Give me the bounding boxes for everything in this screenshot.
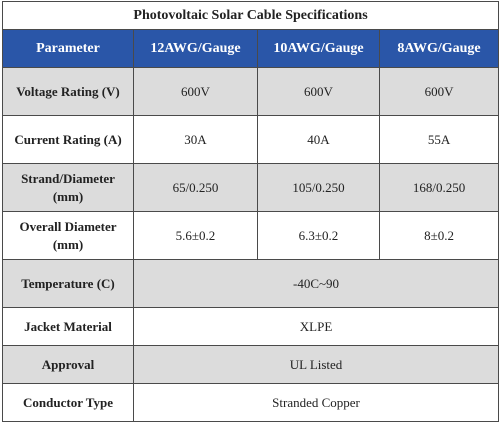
cell-value: 65/0.250 xyxy=(134,164,258,212)
row-label: Overall Diameter (mm) xyxy=(3,212,134,260)
table-row xyxy=(3,212,499,260)
row-label: Strand/Diameter (mm) xyxy=(3,164,134,212)
table-row xyxy=(3,346,499,384)
cell-value: -40C~90 xyxy=(134,260,499,308)
row-label: Current Rating (A) xyxy=(3,116,134,164)
header-parameter: Parameter xyxy=(3,30,134,68)
cell-value: 30A xyxy=(134,116,258,164)
table-row xyxy=(3,116,499,164)
header-row xyxy=(3,30,499,68)
cell-value: 40A xyxy=(258,116,380,164)
cell-value: 6.3±0.2 xyxy=(258,212,380,260)
cell-value: 5.6±0.2 xyxy=(134,212,258,260)
row-label: Temperature (C) xyxy=(3,260,134,308)
row-label: Jacket Material xyxy=(3,308,134,346)
table-title: Photovoltaic Solar Cable Specifications xyxy=(3,2,499,30)
table-row xyxy=(3,260,499,308)
header-8awg: 8AWG/Gauge xyxy=(380,30,499,68)
header-10awg: 10AWG/Gauge xyxy=(258,30,380,68)
cell-value: 168/0.250 xyxy=(380,164,499,212)
table-row xyxy=(3,308,499,346)
table-row xyxy=(3,68,499,116)
cell-value: 8±0.2 xyxy=(380,212,499,260)
row-label: Approval xyxy=(3,346,134,384)
row-label: Conductor Type xyxy=(3,384,134,422)
cell-value: 105/0.250 xyxy=(258,164,380,212)
table-row xyxy=(3,384,499,422)
cell-value: 600V xyxy=(258,68,380,116)
header-12awg: 12AWG/Gauge xyxy=(134,30,258,68)
cell-value: XLPE xyxy=(134,308,499,346)
row-label: Voltage Rating (V) xyxy=(3,68,134,116)
cell-value: 55A xyxy=(380,116,499,164)
cell-value: 600V xyxy=(134,68,258,116)
table-row xyxy=(3,164,499,212)
cell-value: UL Listed xyxy=(134,346,499,384)
cell-value: 600V xyxy=(380,68,499,116)
spec-table xyxy=(2,1,499,422)
cell-value: Stranded Copper xyxy=(134,384,499,422)
